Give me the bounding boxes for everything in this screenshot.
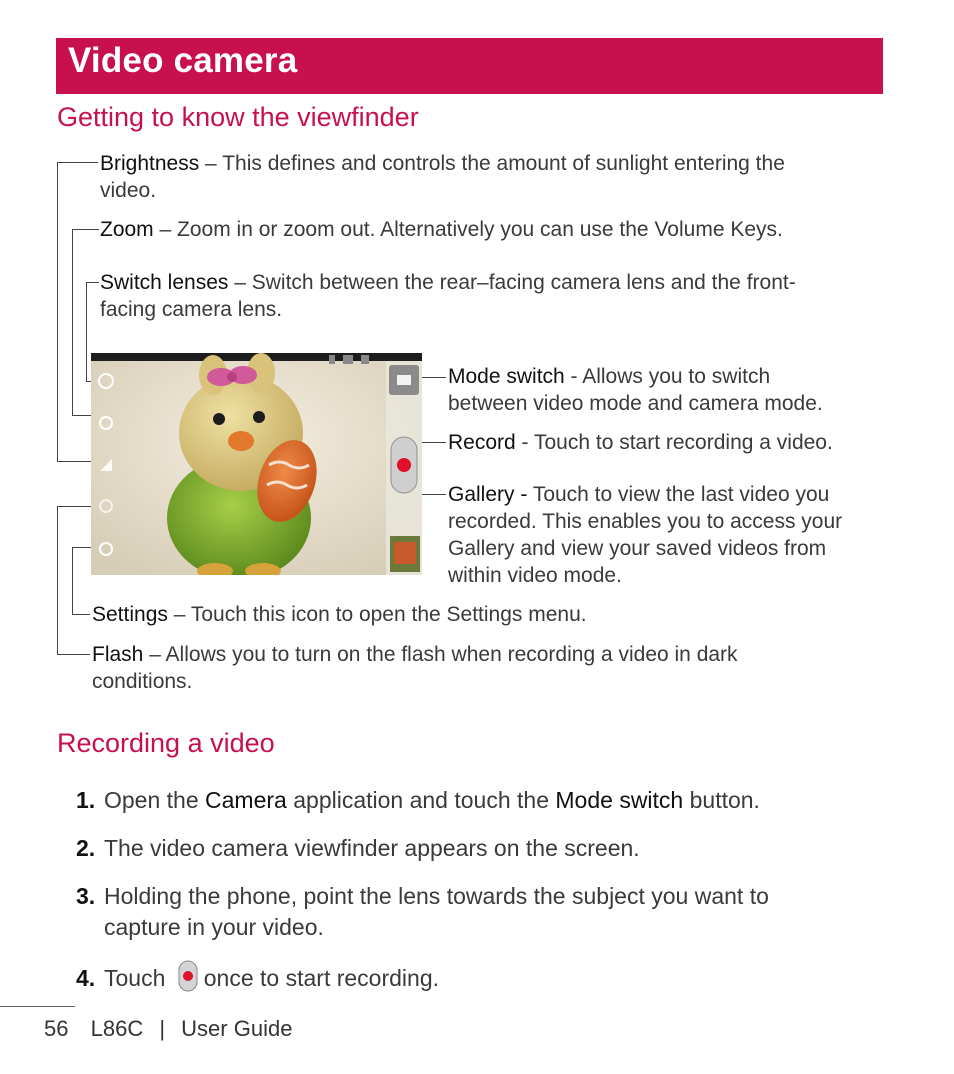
gallery-desc-2: recorded. This enables you to access your <box>448 510 843 533</box>
brightness-desc: – This defines and controls the amount of sunlight entering the <box>199 152 785 175</box>
step-number: 3. <box>76 883 96 909</box>
record-term: Record <box>448 431 516 454</box>
section-heading-viewfinder: Getting to know the viewfinder <box>57 102 419 132</box>
callout-zoom <box>100 216 890 243</box>
settings-desc: – Touch this icon to open the Settings menu. <box>167 603 587 626</box>
flash-desc: – Allows you to turn on the flash when recording a video in dark <box>143 643 738 666</box>
gallery-term: Gallery - <box>448 483 528 506</box>
step-1 <box>76 785 896 816</box>
title-banner <box>56 38 883 94</box>
callout-switch-lenses <box>100 269 890 323</box>
viewfinder-image <box>91 353 422 575</box>
zoom-term: Zoom <box>100 218 154 241</box>
step-text: The video camera viewfinder appears on the screen. <box>104 835 640 861</box>
step-text: Holding the phone, point the lens towards the subject you want to <box>104 883 769 909</box>
footer <box>44 1016 292 1042</box>
page-number: 56 <box>44 1016 69 1041</box>
guide-label: User Guide <box>181 1016 293 1041</box>
switch-lenses-desc-2: facing camera lens. <box>100 298 283 321</box>
step-2 <box>76 833 896 864</box>
mode-switch-desc-2: between video mode and camera mode. <box>448 392 823 415</box>
section-heading-recording: Recording a video <box>57 728 275 758</box>
gallery-desc: Touch to view the last video you <box>527 483 830 506</box>
footer-rule <box>0 1006 75 1007</box>
step-text: once to start recording. <box>203 965 439 991</box>
step-text: button. <box>683 787 760 813</box>
step-text: capture in your video. <box>104 914 324 940</box>
callout-record <box>448 429 888 456</box>
gallery-desc-4: within video mode. <box>448 564 622 587</box>
callout-mode-switch <box>448 363 888 417</box>
brightness-term: Brightness <box>100 152 200 175</box>
step-3 <box>76 881 896 943</box>
mode-switch-term: Mode switch <box>448 365 565 388</box>
switch-lenses-desc: – Switch between the rear–facing camera lens and the front- <box>228 271 796 294</box>
brightness-desc-2: video. <box>100 179 157 202</box>
flash-term: Flash <box>92 643 144 666</box>
record-button-icon <box>178 960 198 1000</box>
model-name: L86C <box>90 1016 144 1041</box>
viewfinder-screenshot <box>91 353 422 575</box>
page-title: Video camera <box>68 41 298 80</box>
switch-lenses-term: Switch lenses <box>100 271 229 294</box>
zoom-desc: – Zoom in or zoom out. Alternatively you can use the Volume Keys. <box>153 218 783 241</box>
mode-switch-name: Mode switch <box>555 787 684 813</box>
step-text: Touch <box>104 965 166 991</box>
callout-settings <box>92 601 882 628</box>
gallery-desc-3: Gallery and view your saved videos from <box>448 537 827 560</box>
mode-switch-desc: - Allows you to switch <box>564 365 771 388</box>
footer-separator: | <box>159 1016 166 1041</box>
callout-gallery <box>448 481 888 589</box>
step-number: 2. <box>76 835 96 861</box>
camera-app-name: Camera <box>205 787 287 813</box>
step-4 <box>76 960 896 1000</box>
callout-flash <box>92 641 882 695</box>
settings-term: Settings <box>92 603 168 626</box>
step-text: Open the <box>104 787 206 813</box>
record-desc: - Touch to start recording a video. <box>515 431 833 454</box>
flash-desc-2: conditions. <box>92 670 193 693</box>
step-number: 4. <box>76 965 96 991</box>
step-text: application and touch the <box>286 787 556 813</box>
step-number: 1. <box>76 787 96 813</box>
callout-brightness <box>100 150 890 204</box>
